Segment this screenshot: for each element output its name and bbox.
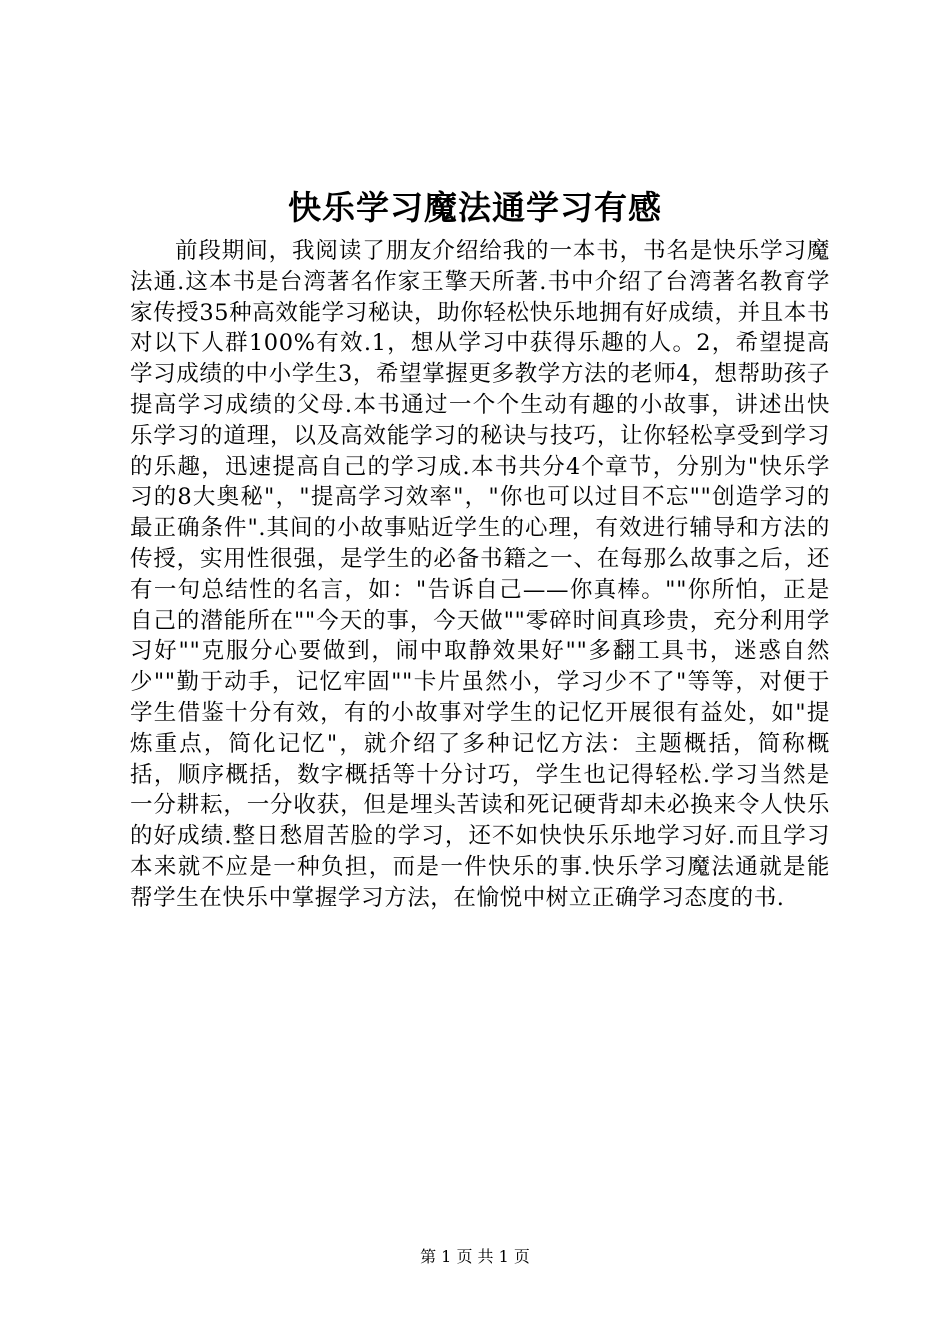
page-number-footer: 第 1 页 共 1 页 (420, 1247, 530, 1266)
body-paragraph: 前段期间，我阅读了朋友介绍给我的一本书，书名是快乐学习魔法通.这本书是台湾著名作家王擎天所著.书中介绍了台湾著名教育学家传授35种高效能学习秘诀，助你轻松快乐地拥有好成绩，并且本书对以下人群100%有效.1，想从学习中获得乐趣的人。2，希望提高学习成绩的中小学生3，希望掌握更多教学方法的老师4，想帮助孩子提高学习成绩的父母.本书通过一个个生动有趣的小故事，讲述出快乐学习的道理，以及高效能学习的秘诀与技巧，让你轻松享受到学习的乐趣，迅速提高自己的学习成.本书共分4个章节，分别为"快乐学习的8大奥秘"，"提高学习效率"，"你也可以过目不忘""创造学习的最正确条件".其间的小故事贴近学生的心理，有效进行辅导和方法的传授，实用性很强，是学生的必备书籍之一、在每那么故事之后，还有一句总结性的名言，如："告诉自己——你真棒。""你所怕，正是自己的潜能所在""今天的事，今天做""零碎时间真珍贵，充分利用学习好""克服分心要做到，闹中取静效果好""多翻工具书，迷惑自然少""勤于动手，记忆牢固""卡片虽然小，学习少不了"等等，对便于学生借鉴十分有效，有的小故事对学生的记忆开展很有益处，如"提炼重点，简化记忆"，就介绍了多种记忆方法：主题概括，简称概括，顺序概括，数字概括等十分讨巧，学生也记得轻松.学习当然是一分耕耘，一分收获，但是埋头苦读和死记硬背却未必换来令人快乐的好成绩.整日愁眉苦脸的学习，还不如快快乐乐地学习好.而且学习本来就不应是一种负担，而是一件快乐的事.快乐学习魔法通就是能帮学生在快乐中掌握学习方法，在愉悦中树立正确学习态度的书. (130, 238, 830, 911)
page-title: 快乐学习魔法通学习有感 (288, 188, 662, 227)
